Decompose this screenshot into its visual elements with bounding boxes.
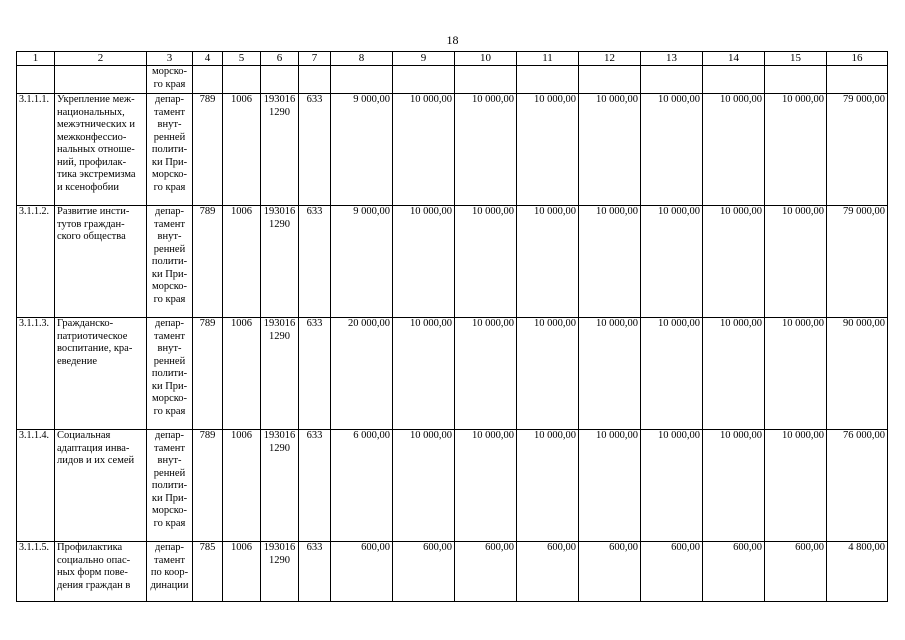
code-cell [17, 66, 55, 94]
empty-cell [765, 66, 827, 94]
row-expense-type: 633 [299, 94, 331, 206]
row-amount: 9 000,00 [331, 206, 393, 318]
row-target-code: 193016 1290 [261, 430, 299, 542]
row-amount: 10 000,00 [703, 318, 765, 430]
row-amount: 10 000,00 [765, 94, 827, 206]
row-code: 3.1.1.3. [17, 318, 55, 430]
row-amount: 10 000,00 [579, 318, 641, 430]
row-amount: 600,00 [331, 542, 393, 602]
row-amount: 6 000,00 [331, 430, 393, 542]
column-number-11: 11 [517, 52, 579, 66]
row-amount: 10 000,00 [765, 430, 827, 542]
empty-cell [393, 66, 455, 94]
row-target-code: 193016 1290 [261, 318, 299, 430]
empty-cell [641, 66, 703, 94]
row-amount: 600,00 [517, 542, 579, 602]
row-amount: 600,00 [765, 542, 827, 602]
row-amount: 10 000,00 [517, 430, 579, 542]
column-number-7: 7 [299, 52, 331, 66]
row-amount: 10 000,00 [393, 206, 455, 318]
row-code: 3.1.1.2. [17, 206, 55, 318]
row-amount: 10 000,00 [641, 318, 703, 430]
row-amount: 600,00 [455, 542, 517, 602]
column-number-4: 4 [193, 52, 223, 66]
column-number-12: 12 [579, 52, 641, 66]
row-amount: 10 000,00 [703, 94, 765, 206]
row-section-code: 1006 [223, 542, 261, 602]
row-amount: 10 000,00 [579, 430, 641, 542]
empty-cell [299, 66, 331, 94]
row-department: депар- тамент внут- ренней полити- ки При- морско- го края [147, 94, 193, 206]
row-ministry-code: 789 [193, 318, 223, 430]
column-number-row [17, 52, 888, 66]
column-number-6: 6 [261, 52, 299, 66]
row-name: Профилактика социально опас- ных форм пове- дения граждан в [55, 542, 147, 602]
row-total: 76 000,00 [827, 430, 888, 542]
row-code: 3.1.1.4. [17, 430, 55, 542]
empty-cell [827, 66, 888, 94]
row-department: депар- тамент внут- ренней полити- ки При- морско- го края [147, 318, 193, 430]
budget-table [16, 51, 888, 602]
column-number-13: 13 [641, 52, 703, 66]
empty-cell [193, 66, 223, 94]
row-total: 4 800,00 [827, 542, 888, 602]
row-amount: 10 000,00 [579, 94, 641, 206]
column-number-10: 10 [455, 52, 517, 66]
empty-cell [223, 66, 261, 94]
table-row [17, 94, 888, 206]
row-amount: 10 000,00 [455, 318, 517, 430]
row-target-code: 193016 1290 [261, 542, 299, 602]
empty-cell [703, 66, 765, 94]
row-amount: 10 000,00 [641, 206, 703, 318]
row-expense-type: 633 [299, 542, 331, 602]
row-amount: 10 000,00 [455, 430, 517, 542]
column-number-2: 2 [55, 52, 147, 66]
row-department: депар- тамент внут- ренней полити- ки При- морско- го края [147, 206, 193, 318]
row-target-code: 193016 1290 [261, 94, 299, 206]
row-amount: 600,00 [641, 542, 703, 602]
row-department: депар- тамент по коор- динации [147, 542, 193, 602]
row-section-code: 1006 [223, 206, 261, 318]
column-number-16: 16 [827, 52, 888, 66]
column-number-8: 8 [331, 52, 393, 66]
row-section-code: 1006 [223, 94, 261, 206]
row-name: Гражданско- патриотическое воспитание, кра- еведение [55, 318, 147, 430]
row-ministry-code: 789 [193, 206, 223, 318]
empty-cell [331, 66, 393, 94]
department-cell: морско- го края [147, 66, 193, 94]
row-code: 3.1.1.1. [17, 94, 55, 206]
row-name: Социальная адаптация инва- лидов и их семей [55, 430, 147, 542]
row-total: 90 000,00 [827, 318, 888, 430]
row-expense-type: 633 [299, 206, 331, 318]
empty-cell [261, 66, 299, 94]
column-number-1: 1 [17, 52, 55, 66]
row-amount: 10 000,00 [641, 94, 703, 206]
row-amount: 10 000,00 [393, 318, 455, 430]
row-section-code: 1006 [223, 430, 261, 542]
column-number-9: 9 [393, 52, 455, 66]
page-number: 18 [446, 33, 459, 47]
row-ministry-code: 785 [193, 542, 223, 602]
row-name: Укрепление меж- национальных, межэтнических и межконфессио- нальных отноше- ний, профилак- тика экстремизма и ксенофобии [55, 94, 147, 206]
row-amount: 600,00 [703, 542, 765, 602]
row-name: Развитие инсти- тутов граждан- ского общества [55, 206, 147, 318]
row-amount: 10 000,00 [579, 206, 641, 318]
row-ministry-code: 789 [193, 94, 223, 206]
row-amount: 10 000,00 [703, 430, 765, 542]
row-amount: 10 000,00 [765, 206, 827, 318]
row-total: 79 000,00 [827, 94, 888, 206]
row-amount: 10 000,00 [393, 94, 455, 206]
row-amount: 600,00 [579, 542, 641, 602]
name-cell [55, 66, 147, 94]
row-amount: 10 000,00 [517, 206, 579, 318]
row-amount: 9 000,00 [331, 94, 393, 206]
row-amount: 10 000,00 [455, 94, 517, 206]
row-section-code: 1006 [223, 318, 261, 430]
row-expense-type: 633 [299, 430, 331, 542]
row-department: депар- тамент внут- ренней полити- ки При- морско- го края [147, 430, 193, 542]
table-row [17, 542, 888, 602]
row-amount: 10 000,00 [517, 318, 579, 430]
table-row [17, 430, 888, 542]
row-amount: 10 000,00 [455, 206, 517, 318]
row-amount: 20 000,00 [331, 318, 393, 430]
row-amount: 10 000,00 [641, 430, 703, 542]
row-amount: 10 000,00 [703, 206, 765, 318]
row-amount: 10 000,00 [765, 318, 827, 430]
row-target-code: 193016 1290 [261, 206, 299, 318]
row-amount: 10 000,00 [393, 430, 455, 542]
empty-cell [455, 66, 517, 94]
row-total: 79 000,00 [827, 206, 888, 318]
row-expense-type: 633 [299, 318, 331, 430]
row-amount: 600,00 [393, 542, 455, 602]
column-number-5: 5 [223, 52, 261, 66]
continuation-row [17, 66, 888, 94]
empty-cell [579, 66, 641, 94]
table-row [17, 206, 888, 318]
row-ministry-code: 789 [193, 430, 223, 542]
row-code: 3.1.1.5. [17, 542, 55, 602]
column-number-15: 15 [765, 52, 827, 66]
table-body [17, 52, 888, 602]
row-amount: 10 000,00 [517, 94, 579, 206]
column-number-3: 3 [147, 52, 193, 66]
empty-cell [517, 66, 579, 94]
table-row [17, 318, 888, 430]
column-number-14: 14 [703, 52, 765, 66]
